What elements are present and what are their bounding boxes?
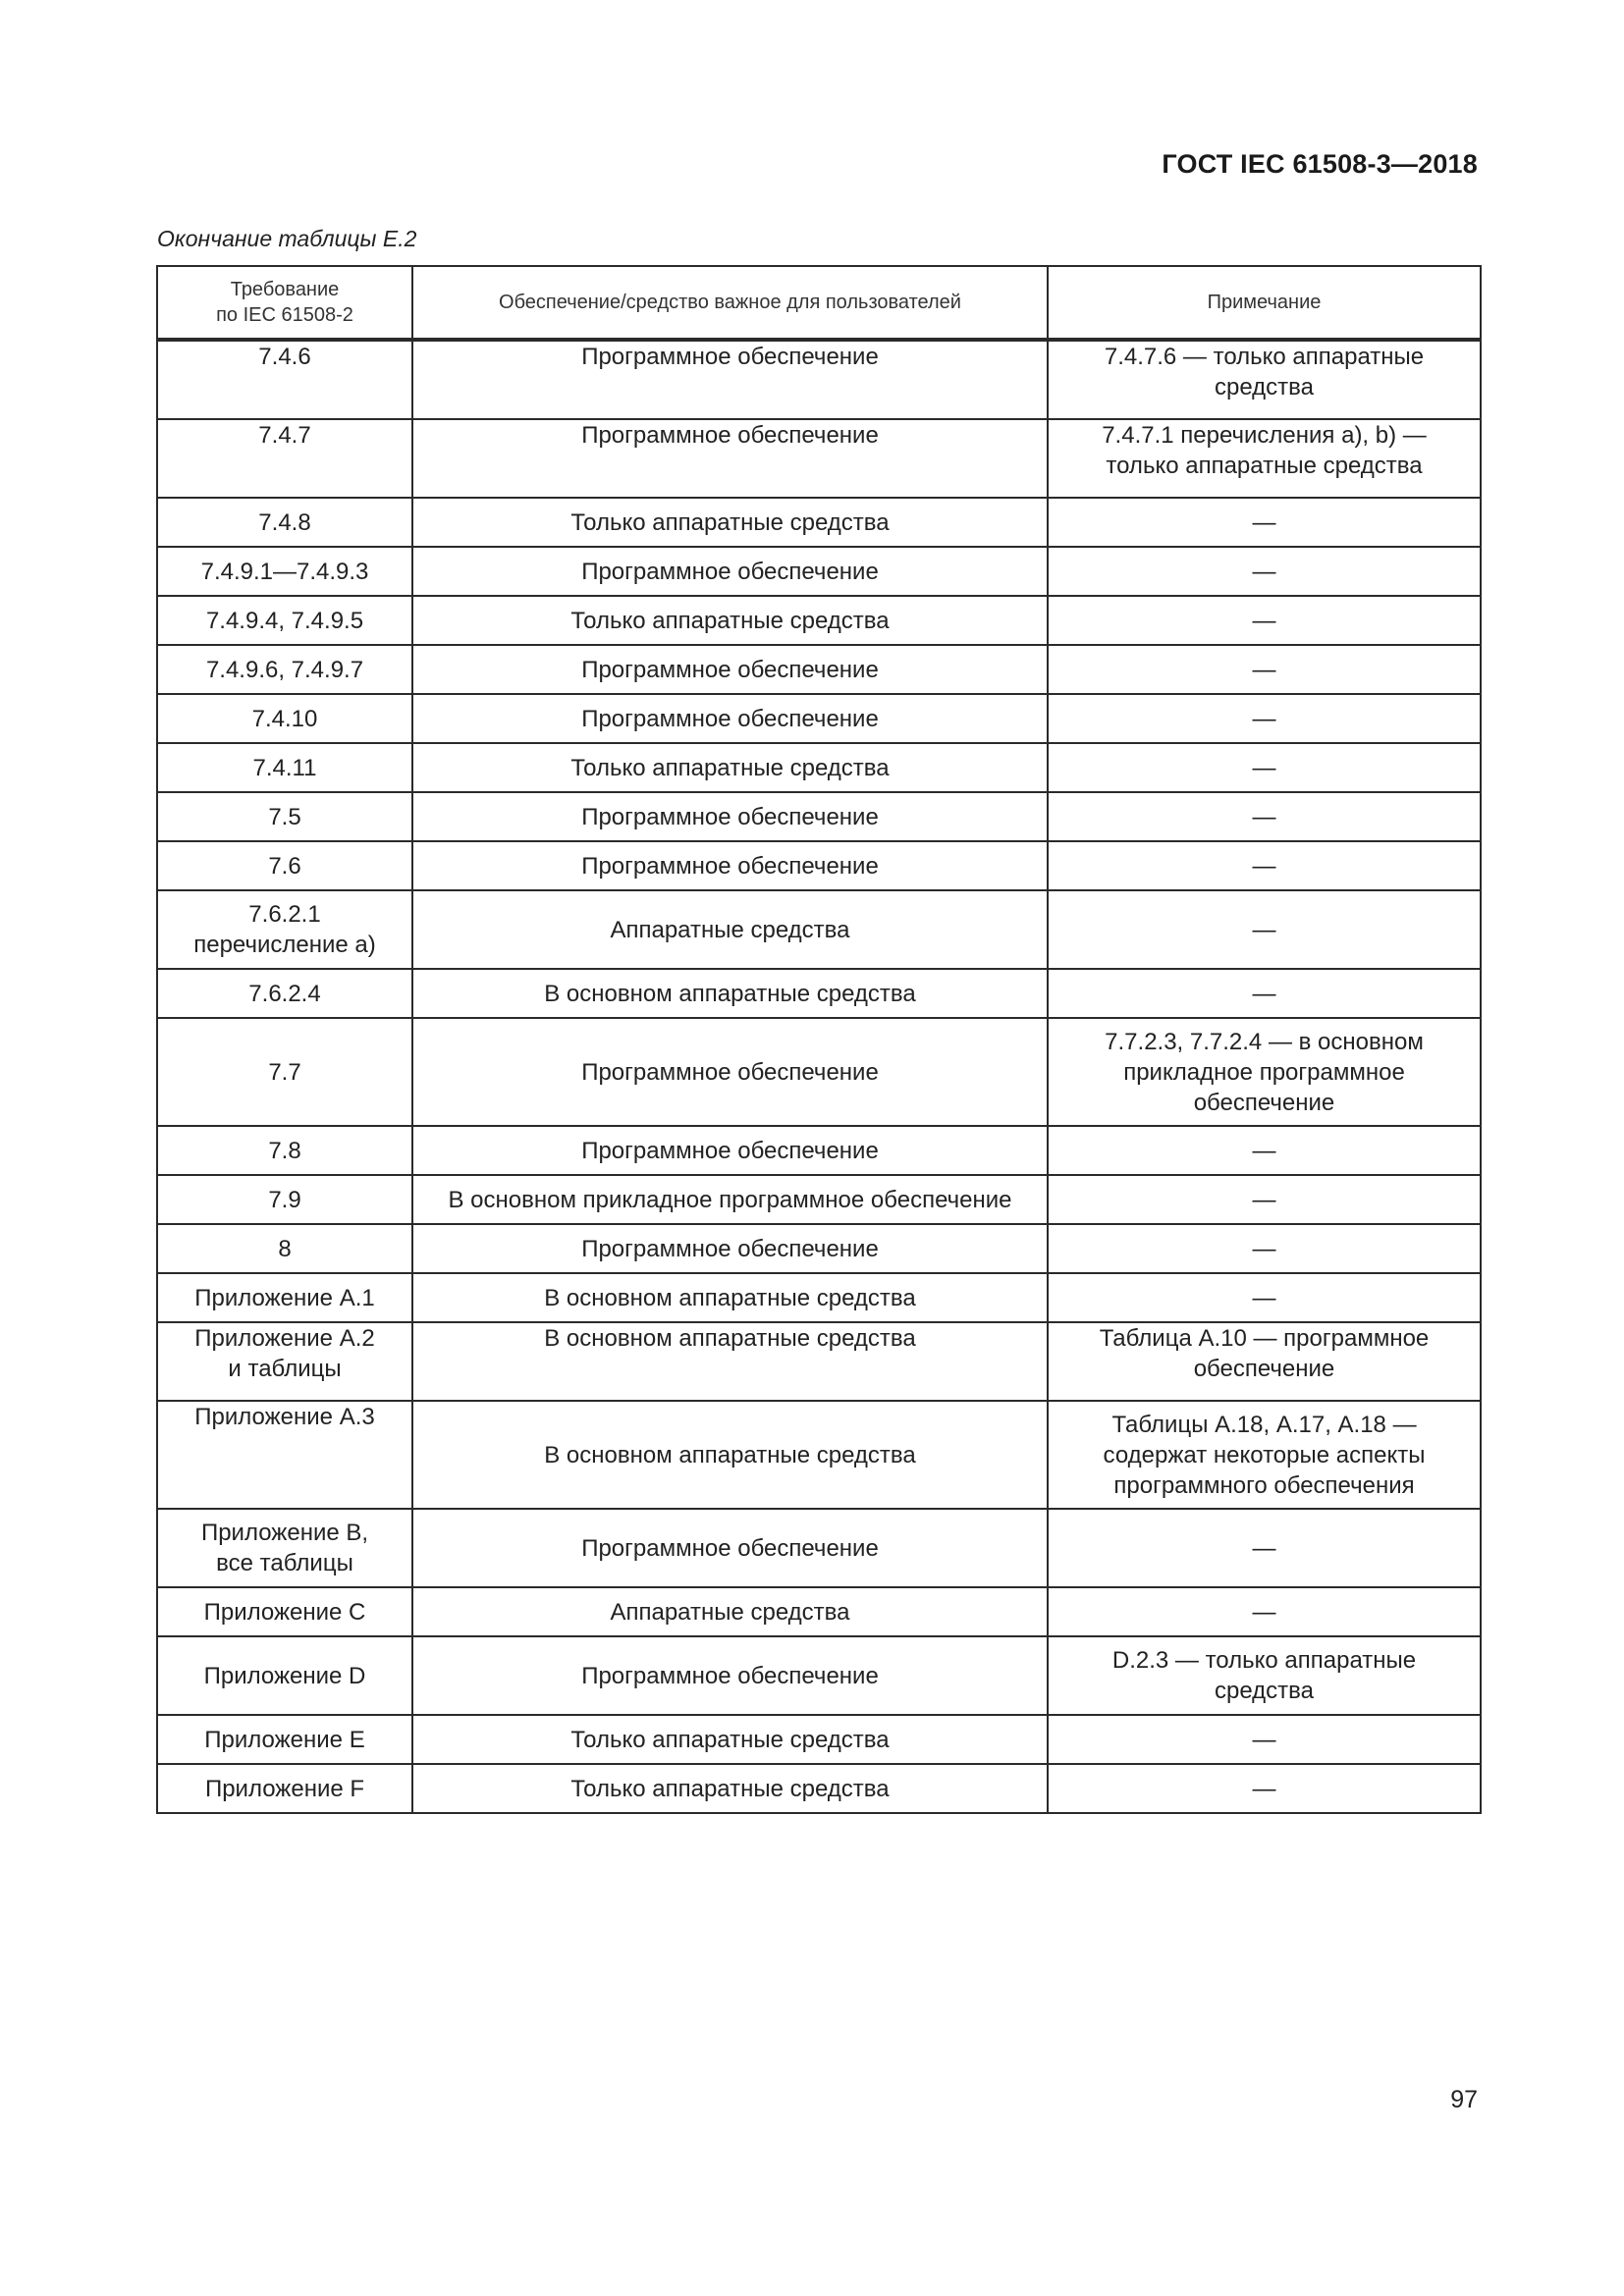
column-header-provision: Обеспечение/средство важное для пользователей (412, 266, 1048, 340)
cell-requirement: 8 (157, 1224, 412, 1273)
cell-note: — (1048, 547, 1481, 596)
cell-requirement: Приложение С (157, 1587, 412, 1636)
cell-requirement: 7.8 (157, 1126, 412, 1175)
cell-requirement: 7.4.11 (157, 743, 412, 792)
table-row (157, 547, 1481, 596)
table-row (157, 1175, 1481, 1224)
document-standard-header: ГОСТ IEC 61508-3—2018 (1162, 149, 1478, 179)
cell-provision: Только аппаратные средства (412, 1715, 1048, 1764)
table-row (157, 743, 1481, 792)
cell-provision: Программное обеспечение (412, 1224, 1048, 1273)
cell-provision: Программное обеспечение (412, 1018, 1048, 1126)
cell-provision: Программное обеспечение (412, 1636, 1048, 1715)
cell-note: 7.4.7.6 — только аппаратные средства (1048, 340, 1481, 419)
table-row (157, 1224, 1481, 1273)
table-row (157, 1764, 1481, 1813)
cell-note: — (1048, 1126, 1481, 1175)
cell-provision: Аппаратные средства (412, 1587, 1048, 1636)
table-row (157, 841, 1481, 890)
cell-note: — (1048, 1587, 1481, 1636)
table-row (157, 1126, 1481, 1175)
cell-provision: В основном прикладное программное обеспечение (412, 1175, 1048, 1224)
cell-requirement: 7.4.6 (157, 340, 412, 419)
cell-requirement: 7.4.8 (157, 498, 412, 547)
cell-note: — (1048, 1715, 1481, 1764)
table-header-row (157, 266, 1481, 340)
cell-note: — (1048, 743, 1481, 792)
table-row (157, 1587, 1481, 1636)
table-row (157, 1636, 1481, 1715)
cell-requirement: Приложение А.1 (157, 1273, 412, 1322)
cell-provision: Программное обеспечение (412, 419, 1048, 498)
cell-note: — (1048, 498, 1481, 547)
requirements-table (156, 265, 1482, 1814)
cell-requirement: Приложение А.3 (157, 1401, 412, 1509)
cell-note: 7.7.2.3, 7.7.2.4 — в основном прикладное программное обеспечение (1048, 1018, 1481, 1126)
table-row (157, 1322, 1481, 1401)
cell-provision: Программное обеспечение (412, 841, 1048, 890)
table-row (157, 340, 1481, 419)
cell-provision: В основном аппаратные средства (412, 1322, 1048, 1401)
cell-provision: Программное обеспечение (412, 1509, 1048, 1587)
cell-requirement: 7.6.2.4 (157, 969, 412, 1018)
cell-requirement: 7.4.10 (157, 694, 412, 743)
cell-requirement: 7.6.2.1 перечисление а) (157, 890, 412, 969)
cell-note: Таблицы А.18, А.17, А.18 — содержат некоторые аспекты программного обеспечения (1048, 1401, 1481, 1509)
cell-provision: В основном аппаратные средства (412, 1273, 1048, 1322)
cell-provision: Программное обеспечение (412, 645, 1048, 694)
cell-requirement: 7.4.9.1—7.4.9.3 (157, 547, 412, 596)
cell-note: — (1048, 969, 1481, 1018)
table-row (157, 969, 1481, 1018)
cell-provision: Программное обеспечение (412, 792, 1048, 841)
cell-note: — (1048, 596, 1481, 645)
table-row (157, 694, 1481, 743)
column-header-requirement: Требование по IEC 61508-2 (157, 266, 412, 340)
table-row (157, 419, 1481, 498)
column-header-note: Примечание (1048, 266, 1481, 340)
cell-provision: Только аппаратные средства (412, 743, 1048, 792)
table-row (157, 498, 1481, 547)
cell-note: — (1048, 1224, 1481, 1273)
page-number: 97 (1450, 2086, 1478, 2113)
cell-requirement: Приложение А.2 и таблицы (157, 1322, 412, 1401)
cell-requirement: Приложение D (157, 1636, 412, 1715)
table-row (157, 1401, 1481, 1509)
cell-provision: Только аппаратные средства (412, 596, 1048, 645)
table-row (157, 792, 1481, 841)
cell-provision: Программное обеспечение (412, 340, 1048, 419)
table-row (157, 1509, 1481, 1587)
cell-requirement: 7.5 (157, 792, 412, 841)
cell-provision: Аппаратные средства (412, 890, 1048, 969)
cell-requirement: 7.7 (157, 1018, 412, 1126)
cell-note: — (1048, 1764, 1481, 1813)
cell-note: 7.4.7.1 перечисления а), b) — только аппаратные средства (1048, 419, 1481, 498)
table-row (157, 645, 1481, 694)
cell-note: Таблица А.10 — программное обеспечение (1048, 1322, 1481, 1401)
cell-requirement: 7.4.7 (157, 419, 412, 498)
cell-note: — (1048, 1273, 1481, 1322)
cell-requirement: 7.9 (157, 1175, 412, 1224)
cell-requirement: Приложение В, все таблицы (157, 1509, 412, 1587)
table-row (157, 890, 1481, 969)
cell-note: D.2.3 — только аппаратные средства (1048, 1636, 1481, 1715)
cell-requirement: 7.4.9.6, 7.4.9.7 (157, 645, 412, 694)
cell-note: — (1048, 1175, 1481, 1224)
table-row (157, 1715, 1481, 1764)
cell-requirement: Приложение F (157, 1764, 412, 1813)
cell-requirement: Приложение Е (157, 1715, 412, 1764)
table-caption: Окончание таблицы Е.2 (157, 226, 417, 251)
cell-note: — (1048, 890, 1481, 969)
cell-note: — (1048, 792, 1481, 841)
cell-requirement: 7.6 (157, 841, 412, 890)
cell-note: — (1048, 841, 1481, 890)
table-row (157, 1018, 1481, 1126)
table-row (157, 1273, 1481, 1322)
cell-note: — (1048, 645, 1481, 694)
cell-note: — (1048, 694, 1481, 743)
cell-provision: Только аппаратные средства (412, 498, 1048, 547)
cell-provision: Программное обеспечение (412, 1126, 1048, 1175)
cell-provision: Только аппаратные средства (412, 1764, 1048, 1813)
cell-provision: В основном аппаратные средства (412, 1401, 1048, 1509)
table-row (157, 596, 1481, 645)
cell-provision: Программное обеспечение (412, 694, 1048, 743)
cell-provision: Программное обеспечение (412, 547, 1048, 596)
cell-note: — (1048, 1509, 1481, 1587)
cell-requirement: 7.4.9.4, 7.4.9.5 (157, 596, 412, 645)
cell-provision: В основном аппаратные средства (412, 969, 1048, 1018)
